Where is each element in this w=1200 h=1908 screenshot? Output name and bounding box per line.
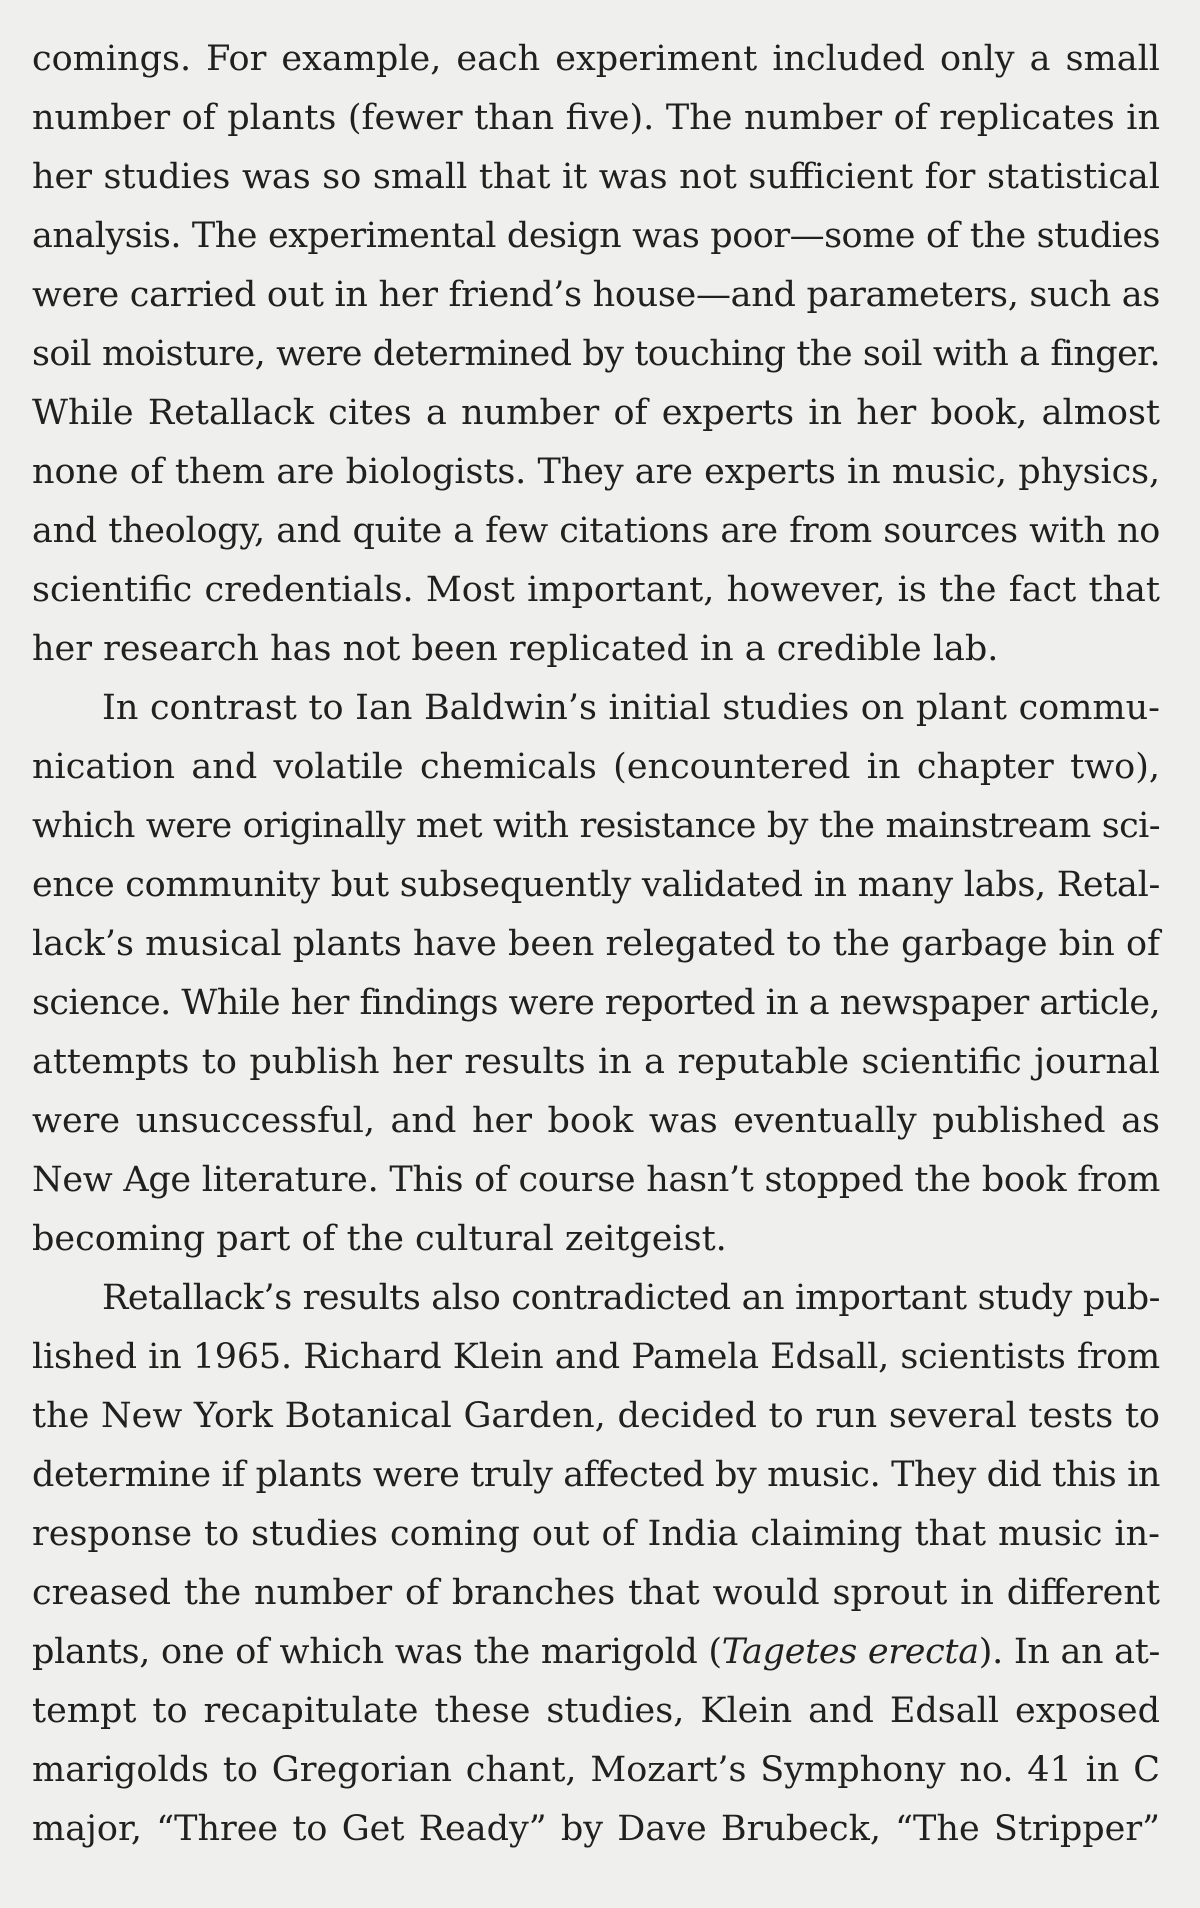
- text-line: the New York Botanical Garden, decided to run several tests to: [32, 1396, 1160, 1436]
- text-line: her research has not been replicated in a credible lab.: [32, 629, 999, 669]
- text-line: analysis. The experimental design was poor—some of the studies: [32, 216, 1160, 256]
- species-name: Tagetes erecta: [721, 1632, 979, 1672]
- text-line: becoming part of the cultural zeitgeist.: [32, 1219, 727, 1259]
- text-line: number of plants (fewer than five). The number of replicates in: [32, 98, 1160, 138]
- paragraph-start-line: In contrast to Ian Baldwin’s initial studies on plant commu-: [102, 688, 1160, 728]
- text-line: response to studies coming out of India claiming that music in-: [32, 1514, 1160, 1554]
- text-line: plants, one of which was the marigold (Tagetes erecta). In an at-: [32, 1632, 1161, 1672]
- text-line: which were originally met with resistance by the mainstream sci-: [32, 806, 1160, 846]
- text-line: lished in 1965. Richard Klein and Pamela Edsall, scientists from: [32, 1337, 1160, 1377]
- text-line: nication and volatile chemicals (encountered in chapter two),: [32, 747, 1160, 787]
- text-line: comings. For example, each experiment included only a small: [32, 39, 1160, 79]
- text-line: major, “Three to Get Ready” by Dave Brubeck, “The Stripper”: [32, 1809, 1160, 1849]
- text-line: ence community but subsequently validated in many labs, Retal-: [32, 865, 1160, 905]
- text-line: were unsuccessful, and her book was eventually published as: [32, 1101, 1160, 1141]
- body-text: [32, 30, 1160, 1859]
- text-line: scientific credentials. Most important, however, is the fact that: [32, 570, 1160, 610]
- text-line: New Age literature. This of course hasn’t stopped the book from: [32, 1160, 1160, 1200]
- paragraph-start-line: Retallack’s results also contradicted an important study pub-: [102, 1278, 1160, 1318]
- text-line: and theology, and quite a few citations are from sources with no: [32, 511, 1160, 551]
- text-line: lack’s musical plants have been relegated to the garbage bin of: [32, 924, 1160, 964]
- text-line: her studies was so small that it was not sufficient for statistical: [32, 157, 1160, 197]
- text-line: were carried out in her friend’s house—and parameters, such as: [32, 275, 1160, 315]
- text-line: soil moisture, were determined by touching the soil with a finger.: [32, 334, 1160, 374]
- text-line: While Retallack cites a number of experts in her book, almost: [32, 393, 1160, 433]
- text-line: science. While her findings were reported in a newspaper article,: [32, 983, 1160, 1023]
- text-line: marigolds to Gregorian chant, Mozart’s Symphony no. 41 in C: [32, 1750, 1160, 1790]
- text-line: tempt to recapitulate these studies, Klein and Edsall exposed: [32, 1691, 1160, 1731]
- text-line: determine if plants were truly affected by music. They did this in: [32, 1455, 1160, 1495]
- text-line: attempts to publish her results in a reputable scientific journal: [32, 1042, 1160, 1082]
- text-line: creased the number of branches that would sprout in different: [32, 1573, 1160, 1613]
- text-line: none of them are biologists. They are experts in music, physics,: [32, 452, 1160, 492]
